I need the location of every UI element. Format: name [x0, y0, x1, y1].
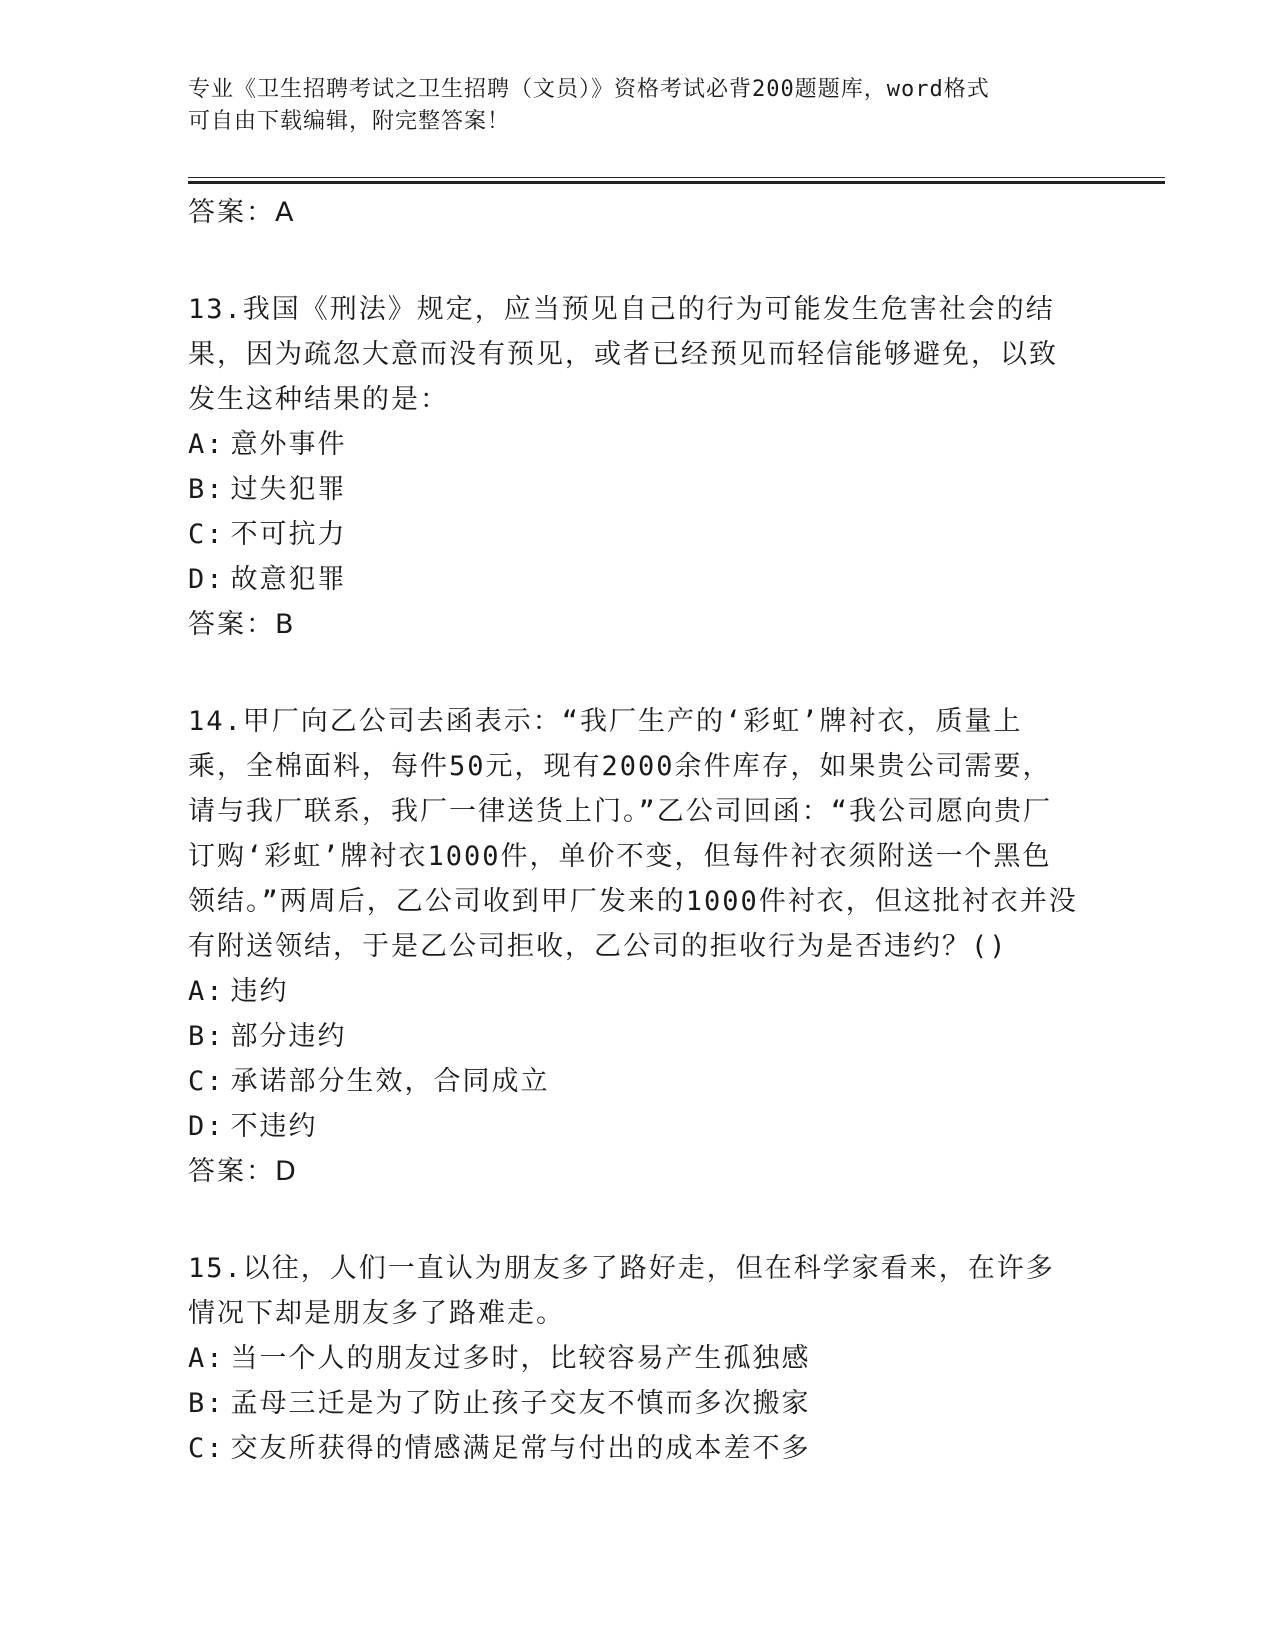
- option-key: B:: [188, 1021, 225, 1052]
- spacer: [188, 647, 1078, 699]
- option-15-a: [188, 1336, 1078, 1381]
- spacer: [188, 1194, 1078, 1246]
- option-text: 承诺部分生效，合同成立: [230, 1066, 550, 1097]
- option-key: C:: [188, 519, 225, 550]
- answer-13: 答案：B: [188, 609, 296, 640]
- option-13-a: [188, 422, 1078, 467]
- header-divider: [188, 177, 1165, 184]
- question-14-text: 14.甲厂向乙公司去函表示：“我厂生产的‘彩虹’牌衬衣，质量上乘，全棉面料，每件50元，现有2000余件库存，如果贵公司需要，请与我厂联系，我厂一律送货上门。”乙公司回函：“我公司愿向贵厂订购‘彩虹’牌衬衣1000件，单价不变，但每件衬衣须附送一个黑色领结。”两周后，乙公司收到甲厂发来的1000件衬衣，但这批衬衣并没有附送领结，于是乙公司拒收，乙公司的拒收行为是否违约？(): [188, 706, 1078, 962]
- option-key: D:: [188, 1111, 225, 1142]
- option-text: 故意犯罪: [230, 564, 347, 595]
- option-text: 不可抗力: [230, 519, 347, 550]
- answer-14: 答案：D: [188, 1156, 298, 1187]
- option-14-c: [188, 1059, 1078, 1104]
- header-line-2: 可自由下载编辑，附完整答案！: [188, 109, 511, 134]
- question-15-text: 15.以往，人们一直认为朋友多了路好走，但在科学家看来，在许多情况下却是朋友多了路难走。: [188, 1253, 1055, 1329]
- question-13: [188, 287, 1078, 647]
- question-14: [188, 699, 1078, 1194]
- option-13-b: [188, 467, 1078, 512]
- header-line-1: 专业《卫生招聘考试之卫生招聘（文员）》资格考试必背200题题库，word格式: [188, 77, 990, 102]
- option-text: 部分违约: [230, 1021, 347, 1052]
- option-15-b: [188, 1381, 1078, 1426]
- option-text: 违约: [230, 976, 289, 1007]
- option-text: 交友所获得的情感满足常与付出的成本差不多: [230, 1433, 811, 1464]
- option-key: C:: [188, 1066, 225, 1097]
- question-13-text: 13.我国《刑法》规定，应当预见自己的行为可能发生危害社会的结果，因为疏忽大意而没有预见，或者已经预见而轻信能够避免，以致发生这种结果的是：: [188, 294, 1058, 415]
- option-key: B:: [188, 474, 225, 505]
- page-header: [188, 74, 1088, 138]
- option-14-b: [188, 1014, 1078, 1059]
- spacer: [188, 235, 1078, 287]
- question-content: [188, 190, 1078, 1471]
- answer-line-12: 答案：A: [188, 197, 296, 228]
- option-key: C:: [188, 1433, 225, 1464]
- option-text: 不违约: [230, 1111, 318, 1142]
- option-13-d: [188, 557, 1078, 602]
- option-text: 过失犯罪: [230, 474, 347, 505]
- option-text: 当一个人的朋友过多时，比较容易产生孤独感: [230, 1343, 811, 1374]
- option-key: A:: [188, 976, 225, 1007]
- option-15-c: [188, 1426, 1078, 1471]
- option-key: B:: [188, 1388, 225, 1419]
- question-15: [188, 1246, 1078, 1471]
- option-14-a: [188, 969, 1078, 1014]
- option-key: A:: [188, 1343, 225, 1374]
- option-text: 孟母三迁是为了防止孩子交友不慎而多次搬家: [230, 1388, 811, 1419]
- option-13-c: [188, 512, 1078, 557]
- option-text: 意外事件: [230, 429, 347, 460]
- option-key: A:: [188, 429, 225, 460]
- option-key: D:: [188, 564, 225, 595]
- option-14-d: [188, 1104, 1078, 1149]
